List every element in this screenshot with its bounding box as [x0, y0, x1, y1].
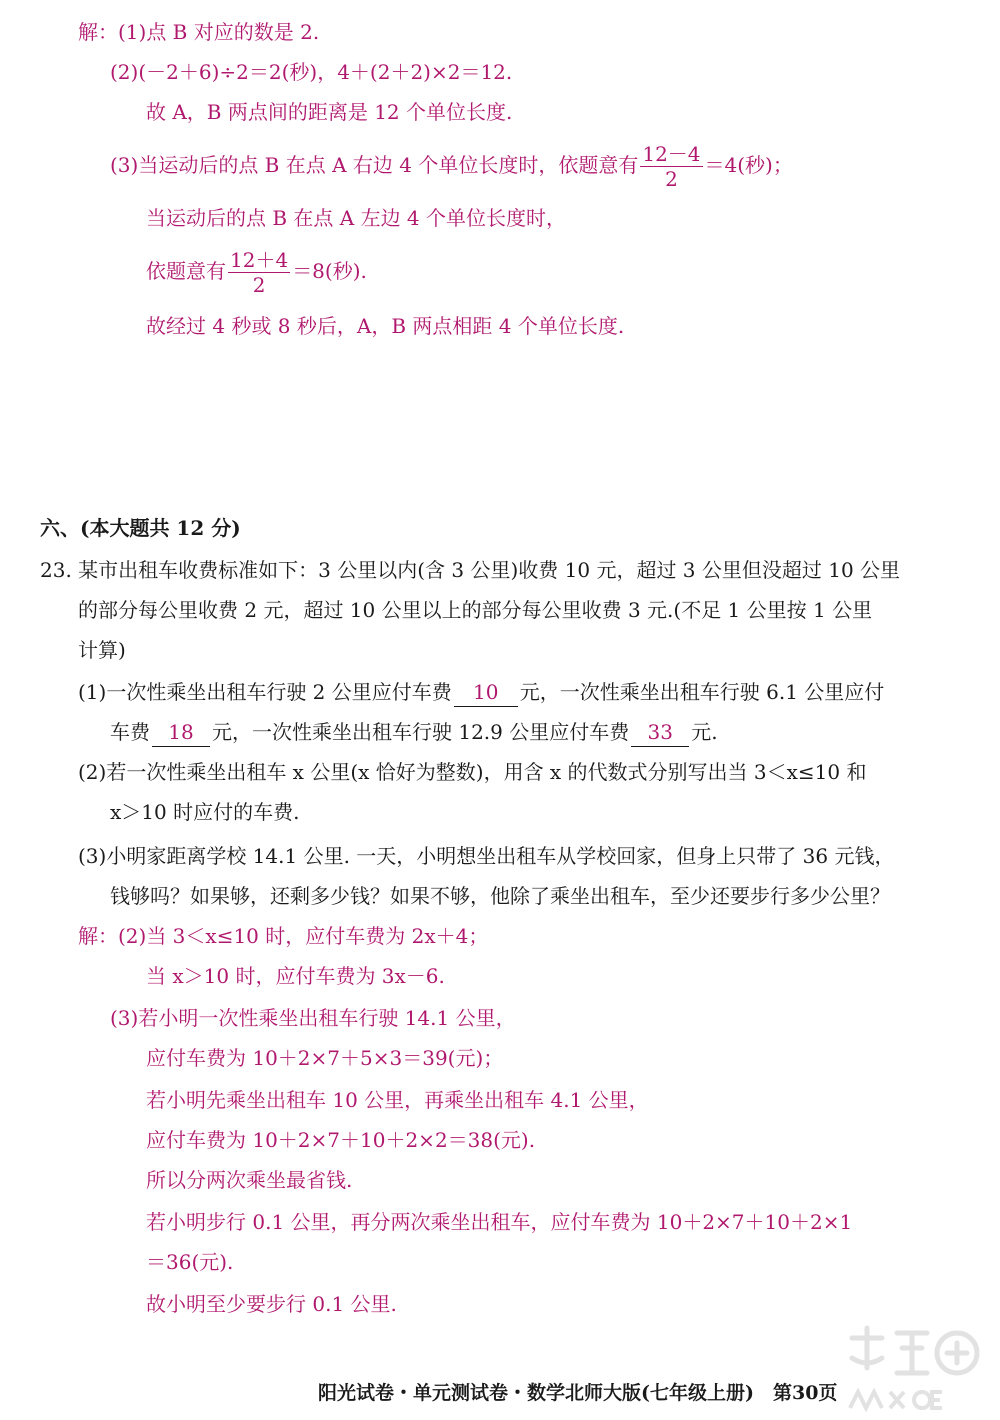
section-heading: 六、(本大题共 12 分) [40, 516, 241, 540]
blank-2-answer: 18 [168, 720, 194, 744]
line-6-text-before: 依题意有 [146, 259, 226, 283]
part-1-text-c: 车费 [110, 720, 150, 744]
watermark-logo-icon [842, 1318, 982, 1418]
solution-line-9: ＝36(元). [146, 1250, 234, 1274]
part-1-text-a: (1)一次性乘坐出租车行驶 2 公里应付车费 [78, 680, 452, 704]
answer-blank-2 [152, 718, 210, 747]
solution-line-6: 应付车费为 10＋2×7＋10＋2×2＝38(元). [146, 1128, 536, 1152]
top-solution-line-3: 故 A，B 两点间的距离是 12 个单位长度. [146, 100, 513, 124]
page-footer: 阳光试卷・单元测试卷・数学北师大版(七年级上册) 第30页 [318, 1382, 838, 1404]
solution-line-2: 当 x＞10 时，应付车费为 3x－6. [146, 964, 445, 988]
part-1-text-b: 元，一次性乘坐出租车行驶 6.1 公里应付 [519, 680, 885, 704]
solution-line-8: 若小明步行 0.1 公里，再分两次乘坐出租车，应付车费为 10＋2×7＋10＋2×1 [146, 1210, 853, 1234]
part-2-line-1: (2)若一次性乘坐出租车 x 公里(x 恰好为整数)，用含 x 的代数式分别写出当 3＜x≤10 和 [78, 760, 867, 784]
solution-line-5: 若小明先乘坐出租车 10 公里，再乘坐出租车 4.1 公里， [146, 1088, 649, 1112]
part-1-line-2 [110, 718, 718, 747]
top-solution-line-5: 当运动后的点 B 在点 A 左边 4 个单位长度时， [146, 206, 567, 230]
solution-line-1: 解：(2)当 3＜x≤10 时，应付车费为 2x＋4； [78, 924, 489, 948]
solution-line-10: 故小明至少要步行 0.1 公里. [146, 1292, 397, 1316]
fraction-numerator: 12＋4 [230, 248, 289, 272]
fraction-12-minus-4-over-2 [640, 142, 702, 191]
answer-blank-1 [454, 678, 518, 707]
top-solution-line-6 [146, 248, 367, 297]
fraction-12-plus-4-over-2 [228, 248, 290, 297]
part-1-line-1 [78, 678, 884, 707]
solution-line-3: (3)若小明一次性乘坐出租车行驶 14.1 公里， [110, 1006, 516, 1030]
fraction-denominator: 2 [665, 167, 678, 191]
question-stem-line-3: 计算) [78, 638, 126, 662]
part-2-line-2: x＞10 时应付的车费. [110, 800, 300, 824]
fraction-denominator: 2 [252, 273, 266, 297]
solution-line-4: 应付车费为 10＋2×7＋5×3＝39(元)； [146, 1046, 504, 1070]
top-solution-line-1: 解：(1)点 B 对应的数是 2. [78, 20, 320, 44]
question-stem-line-1: 23. 某市出租车收费标准如下：3 公里以内(含 3 公里)收费 10 元，超过 3 公里但没超过 10 公里 [40, 558, 901, 582]
solution-line-7: 所以分两次乘坐最省钱. [146, 1168, 353, 1192]
blank-3-answer: 33 [647, 720, 673, 744]
question-stem-line-2: 的部分每公里收费 2 元，超过 10 公里以上的部分每公里收费 3 元.(不足 1 公里按 1 公里 [78, 598, 873, 622]
part-1-text-e: 元. [691, 720, 718, 744]
line-6-text-after: ＝8(秒). [292, 259, 367, 283]
top-solution-line-4 [110, 142, 793, 191]
top-solution-line-7: 故经过 4 秒或 8 秒后，A，B 两点相距 4 个单位长度. [146, 314, 625, 338]
line-4-text-before: (3)当运动后的点 B 在点 A 右边 4 个单位长度时，依题意有 [110, 153, 639, 177]
answer-blank-3 [631, 718, 689, 747]
line-4-text-after: ＝4(秒)； [704, 153, 793, 177]
part-1-text-d: 元，一次性乘坐出租车行驶 12.9 公里应付车费 [212, 720, 630, 744]
fraction-numerator: 12－4 [642, 142, 701, 166]
blank-1-answer: 10 [473, 680, 499, 704]
top-solution-line-2: (2)(－2＋6)÷2＝2(秒)，4＋(2＋2)×2＝12. [110, 60, 513, 84]
part-3-line-1: (3)小明家距离学校 14.1 公里. 一天，小明想坐出租车从学校回家，但身上只带了 36 元钱， [78, 844, 895, 868]
part-3-line-2: 钱够吗？如果够，还剩多少钱？如果不够，他除了乘坐出租车，至少还要步行多少公里？ [110, 884, 890, 908]
